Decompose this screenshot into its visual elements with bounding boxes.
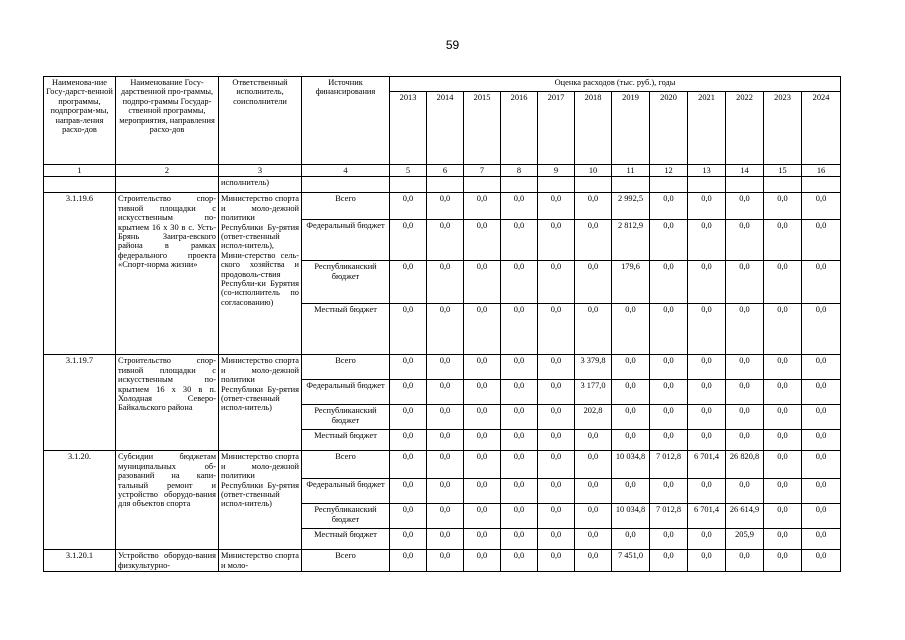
expense-value: 0,0 — [688, 479, 726, 504]
expense-value: 0,0 — [390, 261, 427, 304]
continuation-empty — [688, 177, 726, 193]
expense-value: 0,0 — [650, 430, 688, 451]
expense-value: 0,0 — [427, 220, 464, 261]
column-number: 7 — [464, 165, 501, 177]
expense-value: 2 812,9 — [612, 220, 650, 261]
continuation-empty — [802, 177, 841, 193]
continuation-empty — [575, 177, 612, 193]
expense-value: 0,0 — [726, 355, 764, 380]
expense-value: 0,0 — [726, 304, 764, 355]
expense-value: 0,0 — [612, 380, 650, 405]
column-number: 13 — [688, 165, 726, 177]
expense-value: 0,0 — [501, 430, 538, 451]
funding-source: Федеральный бюджет — [302, 479, 390, 504]
expense-value: 0,0 — [802, 405, 841, 430]
expense-value: 0,0 — [688, 220, 726, 261]
expense-value: 0,0 — [688, 380, 726, 405]
funding-source: Федеральный бюджет — [302, 220, 390, 261]
expense-value: 0,0 — [390, 355, 427, 380]
expense-value: 0,0 — [612, 479, 650, 504]
expense-value: 0,0 — [390, 193, 427, 220]
funding-source: Местный бюджет — [302, 304, 390, 355]
expense-value: 0,0 — [427, 405, 464, 430]
continuation-row — [44, 177, 841, 193]
expense-value: 0,0 — [427, 504, 464, 529]
expense-value: 0,0 — [390, 430, 427, 451]
expense-value: 0,0 — [390, 479, 427, 504]
expense-value: 0,0 — [726, 261, 764, 304]
expense-value: 0,0 — [501, 355, 538, 380]
expense-value: 0,0 — [575, 304, 612, 355]
expense-value: 0,0 — [538, 193, 575, 220]
funding-source: Всего — [302, 451, 390, 479]
expense-value: 0,0 — [612, 529, 650, 550]
funding-source: Всего — [302, 355, 390, 380]
expense-value: 0,0 — [464, 304, 501, 355]
expense-value: 0,0 — [427, 550, 464, 572]
header-year: 2014 — [427, 92, 464, 165]
header-year: 2020 — [650, 92, 688, 165]
header-year: 2013 — [390, 92, 427, 165]
expense-value: 0,0 — [650, 193, 688, 220]
continuation-empty — [764, 177, 802, 193]
expense-value: 3 177,0 — [575, 380, 612, 405]
program-name: Субсидии бюджетам муниципальных об-разований на капи-тальный ремонт и устройство оборудо-вания для объектов спорта — [116, 451, 219, 550]
header-year: 2015 — [464, 92, 501, 165]
column-number: 4 — [302, 165, 390, 177]
expense-value: 0,0 — [802, 355, 841, 380]
expense-value: 0,0 — [688, 193, 726, 220]
header-source: Источник финансирования — [302, 77, 390, 165]
expense-value: 0,0 — [764, 220, 802, 261]
column-number: 16 — [802, 165, 841, 177]
table-row — [44, 193, 841, 220]
expense-value: 0,0 — [427, 304, 464, 355]
column-number: 11 — [612, 165, 650, 177]
expense-value: 0,0 — [802, 479, 841, 504]
funding-source: Республиканский бюджет — [302, 261, 390, 304]
expense-value: 0,0 — [390, 550, 427, 572]
expense-value: 0,0 — [464, 220, 501, 261]
expense-value: 0,0 — [538, 504, 575, 529]
funding-source: Всего — [302, 550, 390, 572]
program-name: Строительство спор-тивной площадки с искусственным по-крытием 16 x 30 в с. Усть-Брянь Заигра-евского района в рамках федерального проекта «Спорт-норма жизни» — [116, 193, 219, 355]
column-numbers-row — [44, 165, 841, 177]
program-executor: Министерство спорта и моло- — [219, 550, 302, 572]
expense-value: 0,0 — [802, 304, 841, 355]
continuation-empty — [726, 177, 764, 193]
expense-value: 0,0 — [464, 380, 501, 405]
program-executor: Министерство спорта и моло-дежной политики Республики Бу-рятия (ответ-ственный испол-нитель) — [219, 355, 302, 451]
expense-value: 0,0 — [650, 380, 688, 405]
expense-value: 0,0 — [650, 479, 688, 504]
column-number: 12 — [650, 165, 688, 177]
expense-value: 0,0 — [802, 550, 841, 572]
table-row — [44, 550, 841, 572]
expense-table — [43, 76, 841, 572]
column-number: 6 — [427, 165, 464, 177]
continuation-empty — [650, 177, 688, 193]
expense-value: 0,0 — [764, 479, 802, 504]
expense-value: 0,0 — [538, 405, 575, 430]
expense-value: 0,0 — [802, 430, 841, 451]
expense-value: 0,0 — [688, 430, 726, 451]
expense-value: 0,0 — [390, 451, 427, 479]
program-code: 3.1.20.1 — [44, 550, 116, 572]
expense-value: 0,0 — [802, 261, 841, 304]
expense-value: 0,0 — [390, 380, 427, 405]
expense-value: 0,0 — [726, 220, 764, 261]
expense-value: 0,0 — [501, 451, 538, 479]
expense-value: 0,0 — [464, 504, 501, 529]
funding-source: Местный бюджет — [302, 529, 390, 550]
expense-value: 0,0 — [390, 304, 427, 355]
continuation-empty — [302, 177, 390, 193]
header-name-program: Наименова-ние Госу-дарст-венной программы, подпрограм-мы, направ-ления расхо-дов — [44, 77, 116, 165]
table-row — [44, 355, 841, 380]
expense-value: 2 992,5 — [612, 193, 650, 220]
expense-value: 0,0 — [726, 479, 764, 504]
expense-value: 0,0 — [726, 193, 764, 220]
program-executor: Министерство спорта и моло-дежной политики Республики Бу-рятия (ответ-ственный испол-нитель), Мини-стерство сель-ского хозяйства и продоволь-ствия Республи-ки Бурятия (со-исполнитель по согласованию) — [219, 193, 302, 355]
continuation-empty — [44, 177, 116, 193]
column-number: 5 — [390, 165, 427, 177]
expense-value: 0,0 — [427, 261, 464, 304]
column-number: 14 — [726, 165, 764, 177]
table-row — [44, 451, 841, 479]
expense-value: 0,0 — [802, 193, 841, 220]
expense-value: 0,0 — [726, 550, 764, 572]
expense-value: 0,0 — [612, 355, 650, 380]
expense-value: 0,0 — [538, 261, 575, 304]
expense-value: 0,0 — [538, 529, 575, 550]
program-name: Устройство оборудо-вания физкультурно- — [116, 550, 219, 572]
expense-value: 0,0 — [650, 304, 688, 355]
expense-value: 0,0 — [390, 504, 427, 529]
expense-value: 0,0 — [538, 550, 575, 572]
expense-value: 0,0 — [802, 504, 841, 529]
expense-value: 0,0 — [427, 430, 464, 451]
program-code: 3.1.20. — [44, 451, 116, 550]
expense-value: 0,0 — [650, 261, 688, 304]
expense-value: 0,0 — [764, 550, 802, 572]
continuation-empty — [501, 177, 538, 193]
header-year: 2016 — [501, 92, 538, 165]
expense-value: 0,0 — [538, 430, 575, 451]
expense-value: 0,0 — [427, 380, 464, 405]
header-year: 2022 — [726, 92, 764, 165]
funding-source: Федеральный бюджет — [302, 380, 390, 405]
continuation-empty — [538, 177, 575, 193]
page-number: 59 — [445, 38, 460, 52]
expense-value: 0,0 — [764, 193, 802, 220]
expense-value: 7 012,8 — [650, 451, 688, 479]
expense-value: 0,0 — [575, 529, 612, 550]
expense-value: 0,0 — [764, 504, 802, 529]
expense-value: 0,0 — [726, 405, 764, 430]
expense-value: 0,0 — [575, 261, 612, 304]
expense-value: 0,0 — [390, 220, 427, 261]
expense-value: 0,0 — [726, 380, 764, 405]
expense-value: 0,0 — [538, 220, 575, 261]
expense-value: 0,0 — [612, 430, 650, 451]
expense-value: 0,0 — [501, 479, 538, 504]
expense-value: 0,0 — [501, 550, 538, 572]
expense-value: 0,0 — [464, 550, 501, 572]
expense-value: 0,0 — [612, 405, 650, 430]
expense-value: 0,0 — [427, 451, 464, 479]
expense-value: 0,0 — [802, 220, 841, 261]
expense-value: 3 379,8 — [575, 355, 612, 380]
column-number: 3 — [219, 165, 302, 177]
expense-value: 205,9 — [726, 529, 764, 550]
expense-value: 0,0 — [501, 529, 538, 550]
expense-value: 0,0 — [650, 355, 688, 380]
expense-value: 0,0 — [802, 529, 841, 550]
program-executor: Министерство спорта и моло-дежной политики Республики Бу-рятия (ответ-ственный испол-нитель) — [219, 451, 302, 550]
funding-source: Республиканский бюджет — [302, 504, 390, 529]
expense-value: 0,0 — [464, 405, 501, 430]
expense-value: 0,0 — [427, 355, 464, 380]
expense-value: 0,0 — [650, 405, 688, 430]
column-number: 8 — [501, 165, 538, 177]
expense-value: 0,0 — [390, 405, 427, 430]
expense-value: 0,0 — [764, 261, 802, 304]
expense-value: 0,0 — [538, 355, 575, 380]
expense-value: 0,0 — [538, 304, 575, 355]
expense-value: 0,0 — [575, 430, 612, 451]
expense-value: 0,0 — [726, 430, 764, 451]
header-row — [44, 77, 841, 92]
expense-value: 0,0 — [390, 529, 427, 550]
program-name: Строительство спор-тивной площадки с искусственным по-крытием 16 x 30 в п. Холодная Северо-Байкальского района — [116, 355, 219, 451]
column-number: 9 — [538, 165, 575, 177]
expense-value: 0,0 — [688, 355, 726, 380]
expense-value: 179,6 — [612, 261, 650, 304]
header-executor: Ответственный исполнитель, соисполнители — [219, 77, 302, 165]
expense-value: 0,0 — [538, 380, 575, 405]
expense-value: 0,0 — [464, 529, 501, 550]
header-year: 2024 — [802, 92, 841, 165]
expense-value: 0,0 — [650, 550, 688, 572]
header-year: 2019 — [612, 92, 650, 165]
expense-value: 7 012,8 — [650, 504, 688, 529]
expense-value: 6 701,4 — [688, 451, 726, 479]
header-year: 2023 — [764, 92, 802, 165]
continuation-empty — [612, 177, 650, 193]
expense-value: 0,0 — [575, 451, 612, 479]
expense-value: 0,0 — [464, 193, 501, 220]
expense-value: 0,0 — [764, 405, 802, 430]
expense-value: 0,0 — [575, 220, 612, 261]
expense-value: 10 034,8 — [612, 451, 650, 479]
program-code: 3.1.19.6 — [44, 193, 116, 355]
column-number: 2 — [116, 165, 219, 177]
expense-value: 0,0 — [688, 405, 726, 430]
expense-value: 0,0 — [501, 504, 538, 529]
column-number: 10 — [575, 165, 612, 177]
expense-value: 0,0 — [575, 504, 612, 529]
column-number: 15 — [764, 165, 802, 177]
continuation-text: исполнитель) — [219, 177, 302, 193]
expense-value: 0,0 — [802, 451, 841, 479]
expense-value: 0,0 — [427, 193, 464, 220]
expense-value: 10 034,8 — [612, 504, 650, 529]
continuation-empty — [427, 177, 464, 193]
expense-value: 0,0 — [650, 220, 688, 261]
expense-value: 0,0 — [501, 405, 538, 430]
expense-value: 0,0 — [501, 193, 538, 220]
expense-value: 0,0 — [650, 529, 688, 550]
expense-value: 0,0 — [538, 451, 575, 479]
expense-value: 0,0 — [501, 380, 538, 405]
expense-value: 0,0 — [575, 479, 612, 504]
continuation-empty — [464, 177, 501, 193]
expense-value: 0,0 — [427, 529, 464, 550]
funding-source: Республиканский бюджет — [302, 405, 390, 430]
header-name-measure: Наименование Госу-дарственной про-граммы, подпро-граммы Государ-ственной программы, мероприятия, направления расхо-дов — [116, 77, 219, 165]
expense-value: 0,0 — [612, 304, 650, 355]
expense-value: 0,0 — [688, 529, 726, 550]
expense-value: 0,0 — [575, 193, 612, 220]
expense-value: 202,8 — [575, 405, 612, 430]
header-year: 2021 — [688, 92, 726, 165]
expense-value: 0,0 — [464, 430, 501, 451]
expense-value: 0,0 — [764, 529, 802, 550]
expense-value: 0,0 — [802, 380, 841, 405]
expense-value: 0,0 — [464, 451, 501, 479]
header-expense-title: Оценка расходов (тыс. руб.), годы — [390, 77, 841, 92]
expense-value: 7 451,0 — [612, 550, 650, 572]
program-code: 3.1.19.7 — [44, 355, 116, 451]
expense-value: 0,0 — [501, 220, 538, 261]
expense-value: 0,0 — [764, 304, 802, 355]
expense-value: 0,0 — [464, 355, 501, 380]
column-number: 1 — [44, 165, 116, 177]
expense-value: 0,0 — [764, 430, 802, 451]
expense-value: 26 614,9 — [726, 504, 764, 529]
expense-value: 0,0 — [688, 304, 726, 355]
header-year: 2018 — [575, 92, 612, 165]
expense-value: 0,0 — [764, 355, 802, 380]
funding-source: Всего — [302, 193, 390, 220]
expense-value: 0,0 — [427, 479, 464, 504]
expense-value: 26 820,8 — [726, 451, 764, 479]
continuation-empty — [116, 177, 219, 193]
expense-value: 0,0 — [764, 451, 802, 479]
expense-value: 0,0 — [688, 550, 726, 572]
expense-value: 0,0 — [764, 380, 802, 405]
expense-value: 0,0 — [464, 261, 501, 304]
expense-value: 0,0 — [688, 261, 726, 304]
continuation-empty — [390, 177, 427, 193]
expense-value: 0,0 — [538, 479, 575, 504]
expense-value: 0,0 — [501, 261, 538, 304]
header-year: 2017 — [538, 92, 575, 165]
expense-value: 0,0 — [575, 550, 612, 572]
funding-source: Местный бюджет — [302, 430, 390, 451]
expense-value: 0,0 — [501, 304, 538, 355]
expense-value: 0,0 — [464, 479, 501, 504]
expense-value: 6 701,4 — [688, 504, 726, 529]
